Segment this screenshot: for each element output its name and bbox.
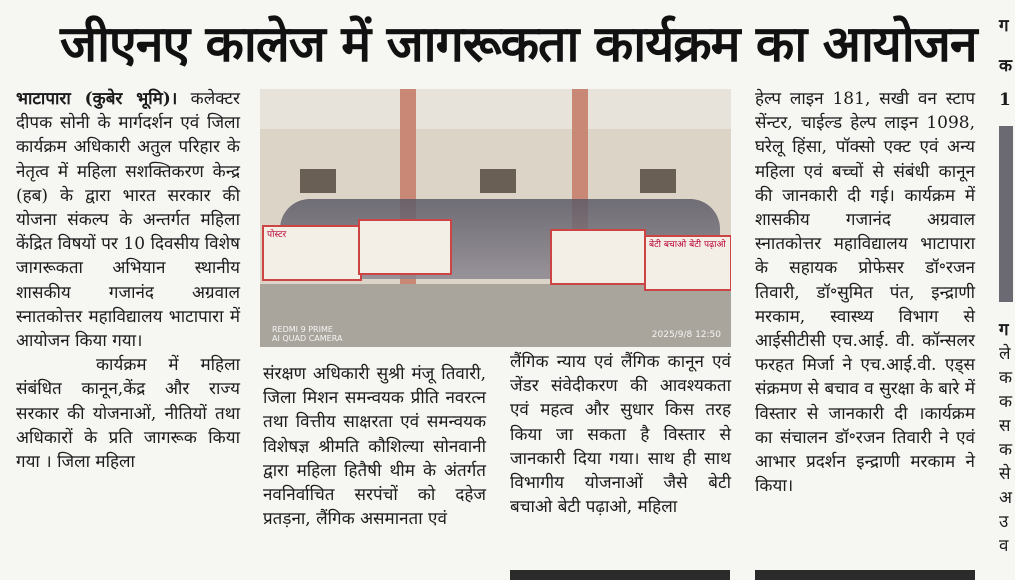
photo-banner xyxy=(550,229,646,285)
photo-banner xyxy=(644,235,731,291)
dateline: भाटापारा (कुबेर भूमि)। xyxy=(16,89,178,109)
article-column-3: लैंगिक न्याय एवं लैंगिक कानून एवं जेंडर संवेदीकरण की आवश्यकता एवं महत्व और सुधार किस तरह किया जा सकता है विस्तार से जानकारी दिया गया। साथ ही साथ विभागीय योजनाओं जैसे बेटी बचाओ बेटी पढ़ाओ, महिला xyxy=(510,352,731,518)
edge-text: क xyxy=(999,440,1013,460)
edge-text: क xyxy=(999,392,1013,412)
article-column-4: हेल्प लाइन 181, सखी वन स्टाप सेंन्टर, चाईल्ड हेल्प लाइन 1098, घरेलू हिंसा, पॉक्सो एक्ट एवं अन्य महिला एवं बच्चों से संबंधी कानून की जानकारी दी गई। कार्यक्रम में शासकीय गजानंद अग्रवाल स्नातकोत्तर महाविद्यालय भाटापारा के सहायक प्रोफेसर डॉ॰रजन तिवारी, डॉ॰सुमित पंत, इन्द्राणी मरकाम, स्वास्थ्य विभाग से आईसीटीसी एच.आई. वी. कॉन्सलर फरहत मिर्जा ने एच.आई.वी. एड्स संक्रमण से बचाव व सुरक्षा के बारे में विस्तार से जानकारी दी ।कार्यक्रम का संचालन डॉ॰रजन तिवारी ने एवं आभार प्रदर्शन इन्द्राणी मरकाम ने किया। xyxy=(755,89,975,497)
edge-photo xyxy=(999,126,1013,302)
headline: जीएनए कालेज में जागरूकता कार्यक्रम का आयोजन xyxy=(60,15,977,73)
paragraph-1: कलेक्टर दीपक सोनी के मार्गदर्शन एवं जिला कार्यक्रम अधिकारी अतुल परिहार के नेतृत्व में महिला सशक्तिकरण केन्द्र (हब) के द्वारा भारत सरकार की योजना संकल्प के अन्तर्गत महिला केंद्रित विषयों पर 10 दिवसीय विशेष जागरूकता अभियान स्थानीय शासकीय गजानंद अग्रवाल स्नातकोत्तर महाविद्यालय भाटापारा में आयोजन किया गया। xyxy=(16,89,241,352)
edge-text: ले xyxy=(999,344,1011,364)
edge-text: से xyxy=(999,464,1011,484)
photo-banner xyxy=(262,225,362,281)
photo-window xyxy=(480,169,516,193)
edge-text: 1 xyxy=(999,90,1011,110)
banner-left-text: पोस्टर xyxy=(267,230,287,240)
camera-watermark-1: REDMI 9 PRIME xyxy=(272,325,333,334)
photo-banner xyxy=(358,219,452,275)
photo-timestamp: 2025/9/8 12:50 xyxy=(651,330,721,340)
adjacent-article-edge xyxy=(995,0,1015,580)
paragraph-2: कार्यक्रम में महिला संबंधित कानून,केंद्र और राज्य सरकार की योजनाओं, नीतियों तथा अधिकारों के प्रति जागरूक किया गया । जिला महिला xyxy=(16,355,240,473)
edge-text: क xyxy=(999,56,1013,76)
edge-text: क xyxy=(999,368,1013,388)
next-article-bar xyxy=(755,570,975,580)
edge-text: अ xyxy=(999,488,1012,508)
edge-text: ग xyxy=(999,16,1009,36)
camera-watermark-2: AI QUAD CAMERA xyxy=(272,334,343,343)
photo-window xyxy=(640,169,676,193)
edge-text: स xyxy=(999,416,1011,436)
article-column-1 xyxy=(16,87,240,474)
edge-text: ग xyxy=(999,320,1009,340)
photo-window xyxy=(300,169,336,193)
next-article-bar xyxy=(510,570,730,580)
edge-text: व xyxy=(999,536,1009,556)
edge-text: उ xyxy=(999,512,1009,532)
article-column-2: संरक्षण अधिकारी सुश्री मंजू तिवारी, जिला मिशन समन्वयक प्रीति नवरत्न तथा वित्तीय साक्षरता एवं समन्वयक विशेषज्ञ श्रीमति कौशिल्या सोनवानी द्वारा महिला हितैषी थीम के अंतर्गत नवनिर्वाचित सरपंचों को दहेज प्रतड़ना, लैंगिक असमानता एवं xyxy=(263,364,486,530)
news-photo xyxy=(260,89,731,347)
banner-right-text: बेटी बचाओ बेटी पढ़ाओ xyxy=(649,240,726,250)
